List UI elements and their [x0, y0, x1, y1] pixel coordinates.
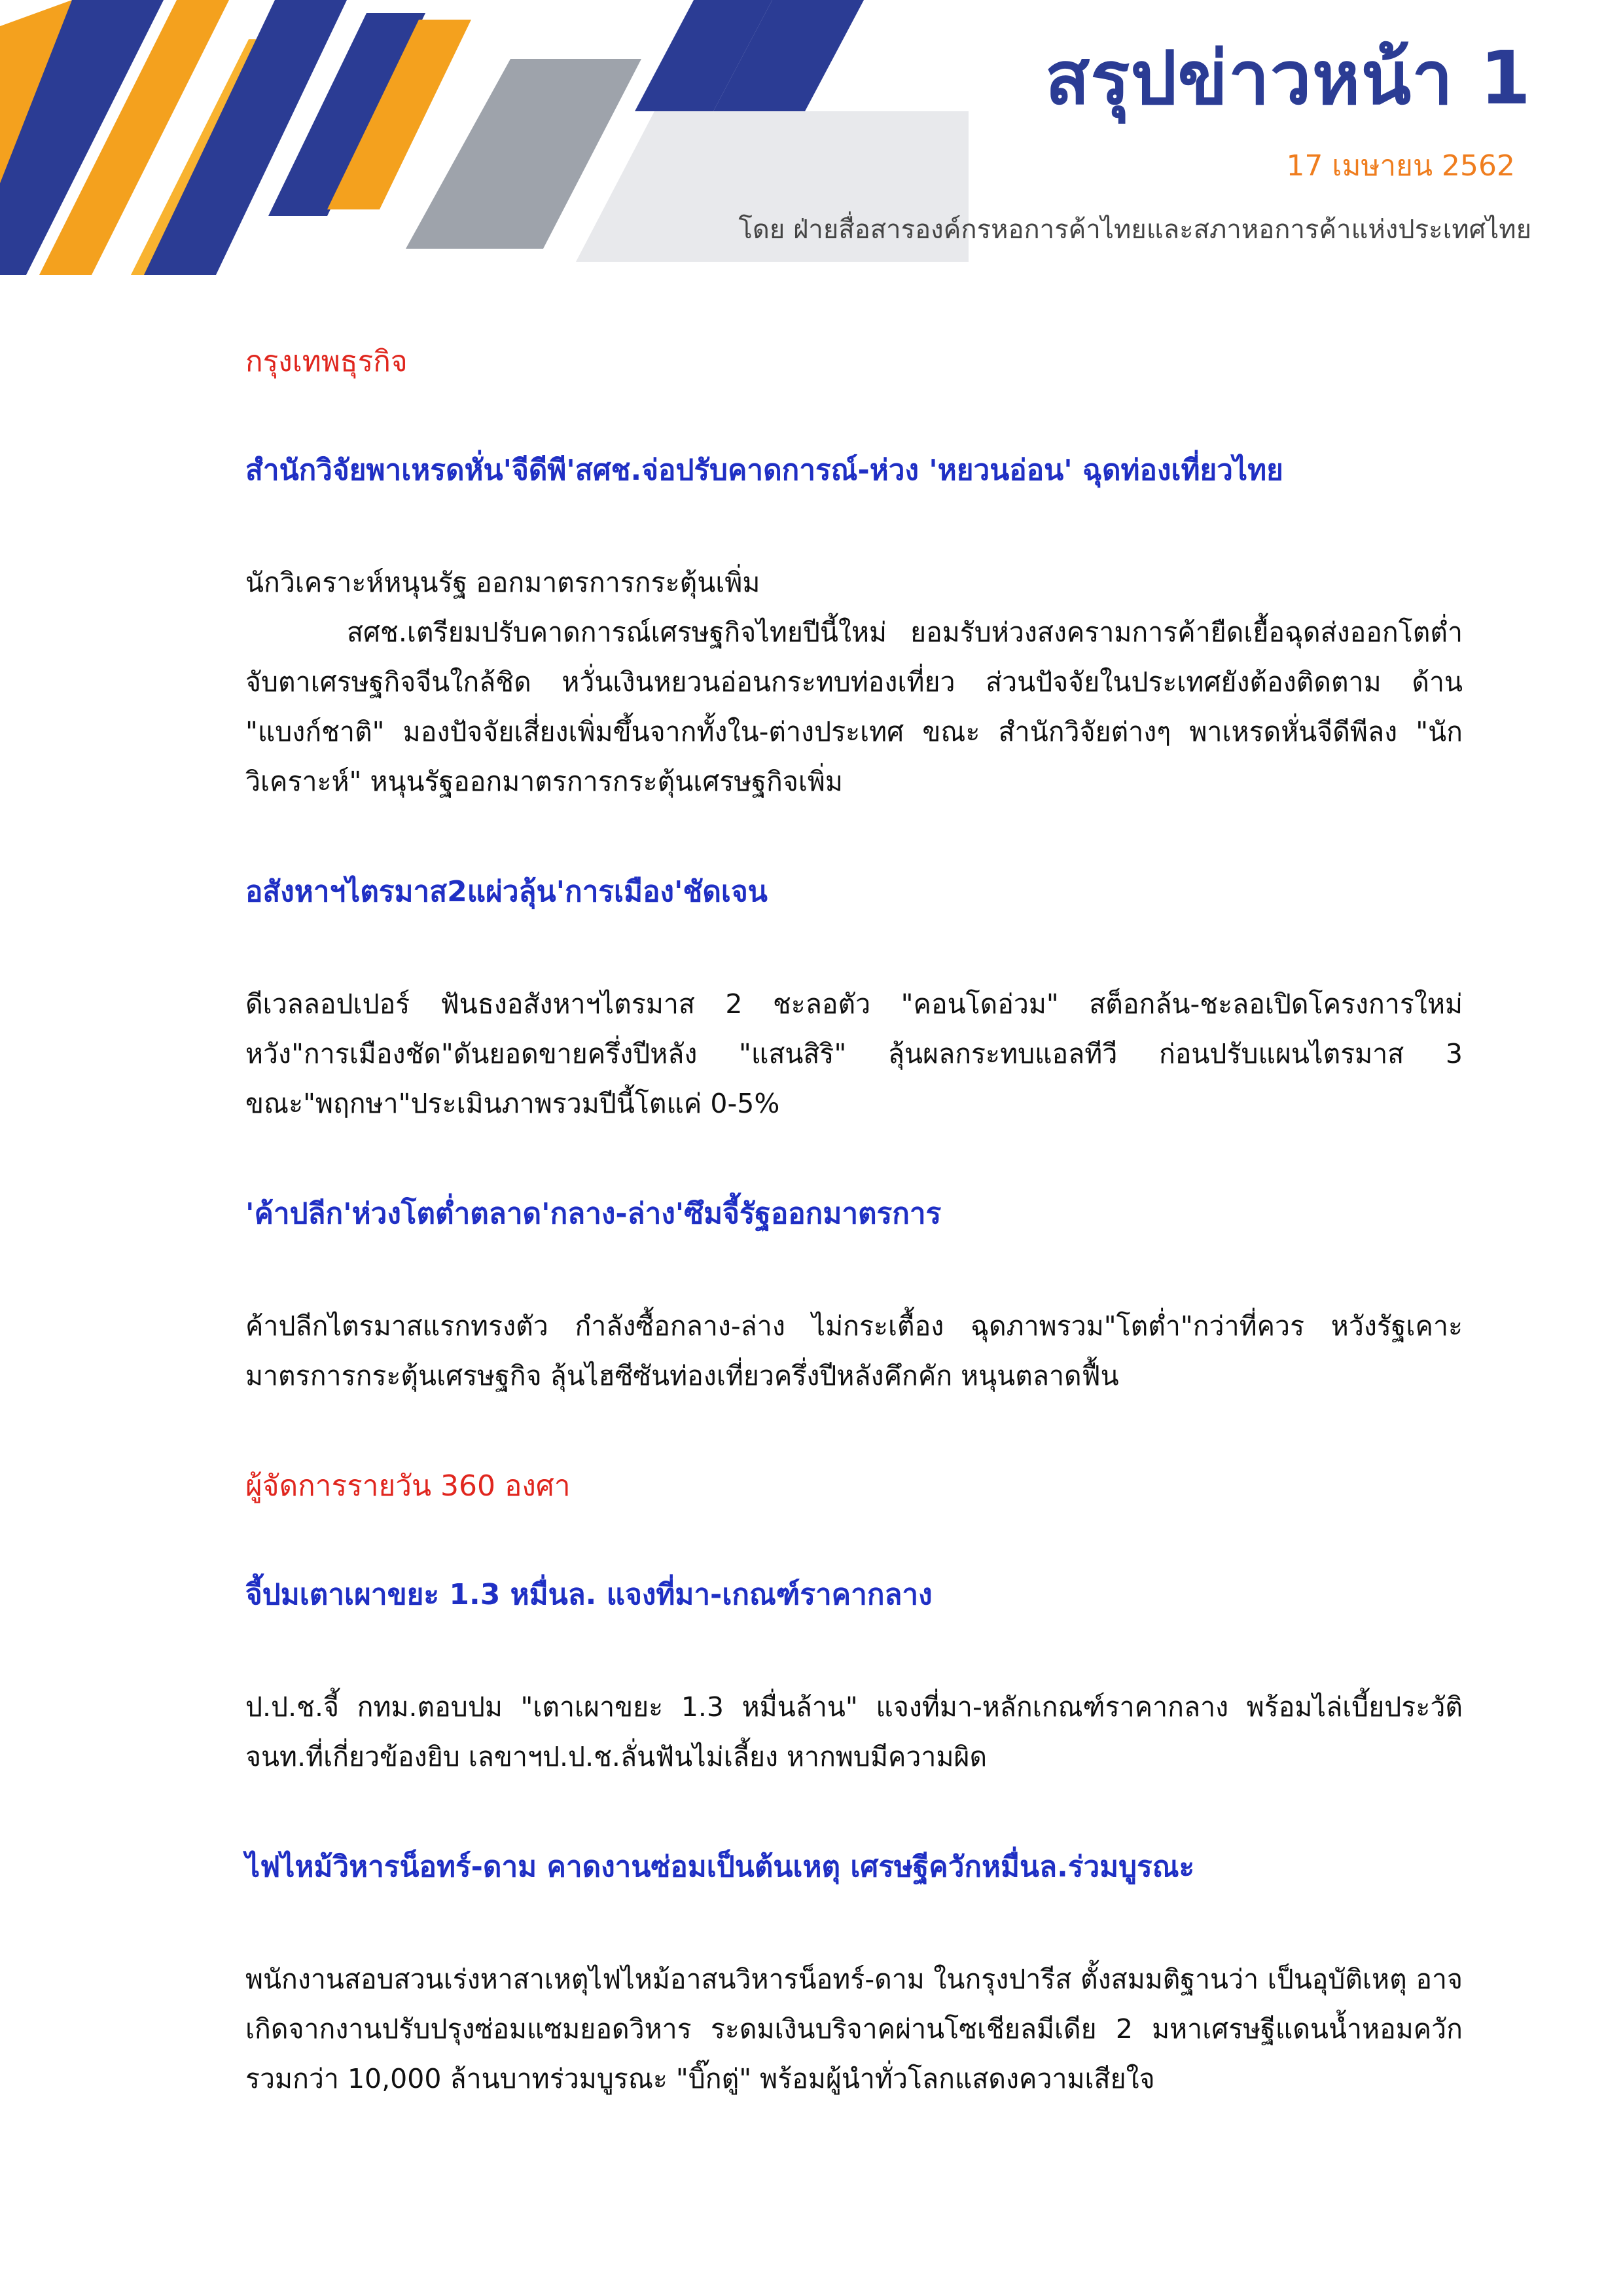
article-body: สศช.เตรียมปรับคาดการณ์เศรษฐกิจไทยปีนี้ใหม่ ยอมรับห่วงสงครามการค้ายืดเยื้อฉุดส่งออกโตต่ำ จับตาเศรษฐกิจจีนใกล้ชิด หวั่นเงินหยวนอ่อนกระทบท่องเที่ยว ส่วนปัจจัยในประเทศยังต้องติดตาม ด้าน "แบงก์ชาติ" มองปัจจัยเสี่ยงเพิ่มขึ้นจากทั้งใน-ต่างประเทศ ขณะ สำนักวิจัยต่างๆ พาเหรดหั่นจีดีพีลง "นักวิเคราะห์" หนุนรัฐออกมาตรการกระตุ้นเศรษฐกิจเพิ่ม	[245, 617, 1463, 797]
article-body: ดีเวลลอปเปอร์ ฟันธงอสังหาฯไตรมาส 2 ชะลอตัว "คอนโดอ่วม" สต็อกล้น-ชะลอเปิดโครงการใหม่ หวัง"การเมืองชัด"ดันยอดขายครึ่งปีหลัง "แสนสิริ" ลุ้นผลกระทบแอลทีวี ก่อนปรับแผนไตรมาส 3 ขณะ"พฤกษา"ประเมินภาพรวมปีนี้โตแค่ 0-5%	[245, 988, 1463, 1119]
section-source: ผู้จัดการรายวัน 360 องศา	[245, 1469, 571, 1503]
section-manager-daily-360	[245, 1465, 1463, 2104]
article-body: ป.ป.ช.จี้ กทม.ตอบปม "เตาเผาขยะ 1.3 หมื่นล้าน" แจงที่มา-หลักเกณฑ์ราคากลาง พร้อมไล่เบี้ยประวัติ จนท.ที่เกี่ยวข้องยิบ เลขาฯป.ป.ช.ลั่นฟันไม่เลี้ยง หากพบมีความผิด	[245, 1691, 1463, 1772]
masthead-date: 17 เมษายน 2562	[1286, 149, 1515, 183]
article-headline: ไฟไหม้วิหารน็อทร์-ดาม คาดงานซ่อมเป็นต้นเหตุ เศรษฐีควักหมื่นล.ร่วมบูรณะ	[245, 1850, 1195, 1884]
article-retail	[245, 1193, 1463, 1401]
article-gdp-cut	[245, 449, 1463, 806]
article-lead: นักวิเคราะห์หนุนรัฐ ออกมาตรการกระตุ้นเพิ่ม	[245, 567, 760, 598]
news-summary-content	[245, 340, 1463, 2168]
masthead-banner	[0, 0, 1623, 275]
article-body: ค้าปลีกไตรมาสแรกทรงตัว กำลังซื้อกลาง-ล่าง ไม่กระเตื้อง ฉุดภาพรวม"โตต่ำ"กว่าที่ควร หวังรัฐเคาะมาตรการกระตุ้นเศรษฐกิจ ลุ้นไฮซีซันท่องเที่ยวครึ่งปีหลังคึกคัก หนุนตลาดฟื้น	[245, 1310, 1463, 1391]
article-body-block	[245, 558, 1463, 806]
masthead-byline: โดย ฝ่ายสื่อสารองค์กรหอการค้าไทยและสภาหอการค้าแห่งประเทศไทย	[738, 215, 1531, 245]
article-property-q2	[245, 870, 1463, 1128]
section-source: กรุงเทพธุรกิจ	[245, 345, 408, 378]
section-krungthep-turakij	[245, 340, 1463, 1401]
article-headline: 'ค้าปลีก'ห่วงโตต่ำตลาด'กลาง-ล่าง'ซึมจี้รัฐออกมาตรการ	[245, 1197, 942, 1230]
masthead-title: สรุปข่าวหน้า 1	[1044, 36, 1531, 121]
article-notre-dame-fire	[245, 1846, 1463, 2104]
article-headline: จี้ปมเตาเผาขยะ 1.3 หมื่นล. แจงที่มา-เกณฑ์ราคากลาง	[245, 1578, 933, 1611]
article-incinerator	[245, 1573, 1463, 1782]
article-body: พนักงานสอบสวนเร่งหาสาเหตุไฟไหม้อาสนวิหารน็อทร์-ดาม ในกรุงปารีส ตั้งสมมติฐานว่า เป็นอุบัติเหตุ อาจเกิดจากงานปรับปรุงซ่อมแซมยอดวิหาร ระดมเงินบริจาคผ่านโซเชียลมีเดีย 2 มหาเศรษฐีแดนน้ำหอมควักรวมกว่า 10,000 ล้านบาทร่วมบูรณะ "บิ๊กตู่" พร้อมผู้นำทั่วโลกแสดงความเสียใจ	[245, 1964, 1463, 2094]
article-headline: สำนักวิจัยพาเหรดหั่น'จีดีพี'สศช.จ่อปรับคาดการณ์-ห่วง 'หยวนอ่อน' ฉุดท่องเที่ยวไทย	[245, 454, 1283, 487]
article-headline: อสังหาฯไตรมาส2แผ่วลุ้น'การเมือง'ชัดเจน	[245, 875, 768, 908]
